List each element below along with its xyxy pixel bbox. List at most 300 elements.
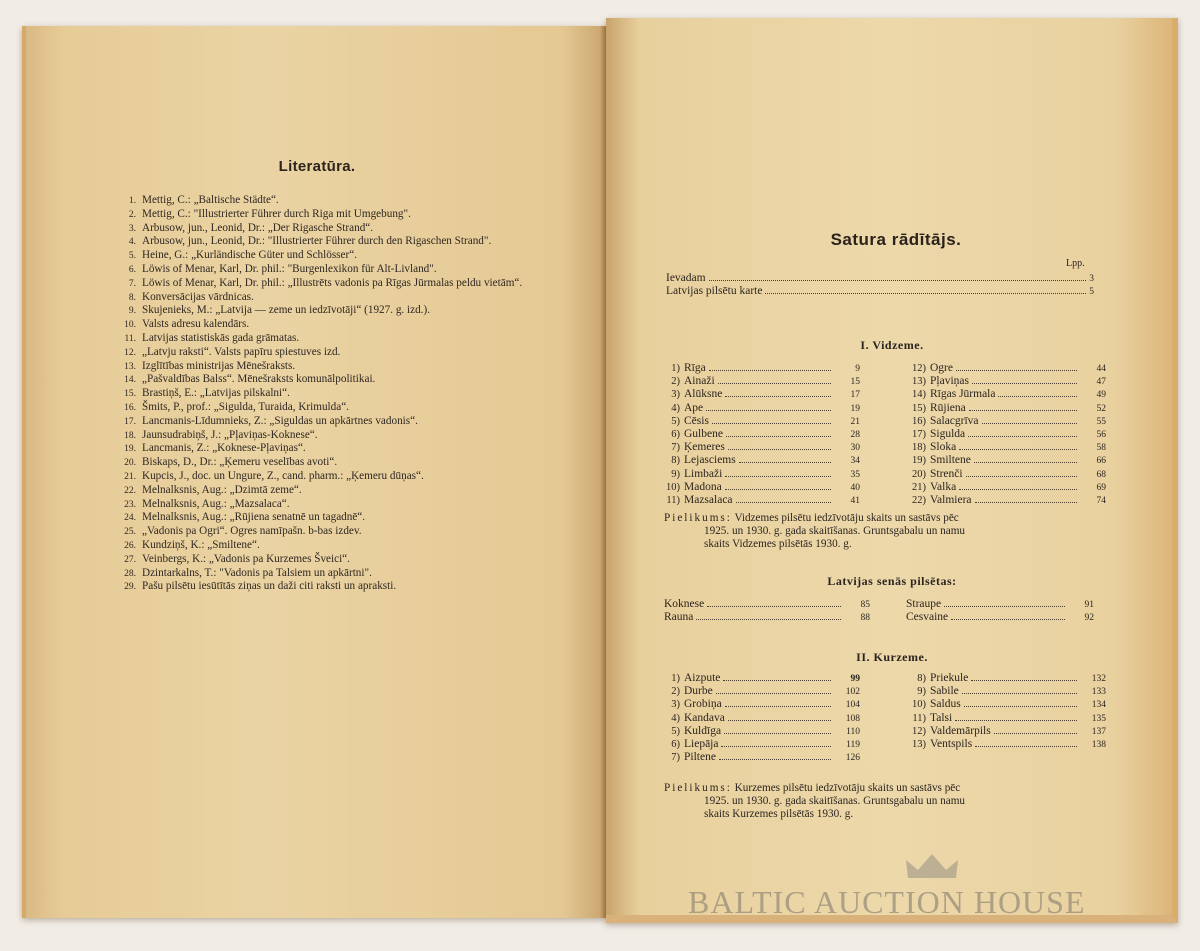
- dot-leader: [736, 494, 831, 503]
- toc-entry-label: Lejasciems: [684, 454, 736, 467]
- toc-row: [650, 481, 860, 494]
- toc-entry-page: 74: [1096, 495, 1106, 506]
- literature-item-number: 17.: [124, 416, 136, 427]
- toc-entry-page: 56: [1096, 429, 1106, 440]
- toc-entry-page: 17: [850, 390, 860, 401]
- crown-icon: [904, 852, 960, 882]
- literature-item-text: Konversācijas vārdnicas.: [142, 290, 254, 303]
- toc-entry-number: 8): [671, 455, 680, 467]
- toc-entry-number: 20): [912, 468, 926, 480]
- toc-entry-label: Ape: [684, 401, 704, 414]
- literature-item-number: 19.: [124, 444, 136, 455]
- toc-entry-label: Salacgrīva: [930, 414, 979, 427]
- dot-leader: [968, 428, 1077, 437]
- toc-row: [650, 698, 860, 711]
- literature-item-number: 12.: [124, 347, 136, 358]
- toc-entry-number: 6): [671, 738, 680, 750]
- toc-row: [650, 441, 860, 454]
- literature-item-text: Melnalksnis, Aug.: „Mazsalaca“.: [142, 497, 290, 510]
- dot-leader: [975, 738, 1077, 747]
- literature-item: [116, 401, 556, 415]
- dot-leader: [739, 454, 831, 463]
- literature-item: [116, 360, 556, 374]
- toc-entry-label: Aizpute: [684, 672, 721, 684]
- vidzeme-heading: I. Vidzeme.: [860, 338, 924, 352]
- literature-item-number: 10.: [124, 320, 136, 331]
- literature-item-number: 1.: [128, 196, 136, 206]
- literature-item-number: 21.: [124, 471, 136, 482]
- literature-item: [116, 346, 556, 360]
- literature-item-text: Arbusow, jun., Leonid, Dr.: "Illustrierter Führer durch den Rigaschen Strand".: [142, 235, 492, 248]
- literature-item-number: 29.: [124, 582, 136, 593]
- dot-leader: [994, 725, 1077, 734]
- literature-item-text: Skujenieks, M.: „Latvija — zeme un iedzīvotāji“ (1927. g. izd.).: [142, 304, 431, 317]
- toc-entry-number: 6): [671, 428, 680, 440]
- toc-entry-label: Alūksne: [684, 388, 723, 401]
- toc-entry-label: Sigulda: [930, 427, 966, 440]
- vidzeme-left-column: [650, 362, 860, 507]
- toc-row: [664, 598, 870, 611]
- toc-entry-number: 21): [912, 481, 926, 493]
- literature-item-number: 7.: [128, 278, 136, 289]
- lpp-label: Lpp.: [1066, 258, 1085, 269]
- toc-entry-page: 92: [1084, 613, 1094, 624]
- kurzeme-right-column: [896, 672, 1106, 764]
- toc-entry-label: Madona: [684, 480, 722, 493]
- toc-entry-label: Talsi: [930, 711, 953, 724]
- literature-item: [116, 470, 556, 484]
- toc-row: [650, 712, 860, 725]
- toc-row: [896, 388, 1106, 401]
- toc-row: [650, 402, 860, 415]
- toc-entry-label: Ķemeres: [684, 441, 725, 454]
- toc-entry-number: 13): [912, 376, 926, 388]
- dot-leader: [959, 481, 1077, 490]
- vidzeme-columns: [650, 362, 1106, 507]
- literature-item-text: Lancmanis, Z.: „Koknese-Pļaviņas“.: [142, 442, 306, 455]
- toc-intro: [666, 260, 1094, 298]
- toc-row: [650, 494, 860, 507]
- literature-item-text: Kupcis, J., doc. un Ungure, Z., cand. pharm.: „Ķemeru dūņas“.: [142, 469, 424, 482]
- literature-item: [116, 442, 556, 456]
- toc-entry-page: 44: [1096, 364, 1106, 374]
- toc-entry-page: 28: [850, 429, 860, 440]
- toc-entry-label: Rīgas Jūrmala: [930, 388, 996, 401]
- toc-entry-number: 4): [671, 402, 680, 414]
- toc-entry-label: Koknese: [664, 598, 705, 610]
- literature-item-text: Löwis of Menar, Karl, Dr. phil.: "Burgenlexikon für Alt-Livland".: [142, 262, 437, 275]
- kurzeme-appendix: [664, 782, 1124, 821]
- literature-item: [116, 249, 556, 263]
- literature-item-number: 18.: [124, 430, 136, 441]
- toc-entry-label: Rīga: [684, 362, 706, 374]
- literature-item-number: 9.: [128, 306, 136, 317]
- toc-entry-label: Smiltene: [930, 454, 971, 467]
- dot-leader: [956, 362, 1077, 371]
- toc-entry-label: Pļaviņas: [930, 375, 969, 388]
- old-towns-left-column: [664, 598, 870, 624]
- literature-item: [116, 318, 556, 332]
- toc-entry-page: 66: [1096, 456, 1106, 467]
- toc-row: [906, 598, 1094, 611]
- toc-entry-page: 15: [850, 377, 860, 388]
- literature-title: Literatūra.: [278, 158, 356, 175]
- toc-entry-page: 91: [1084, 600, 1094, 610]
- toc-entry-page: 30: [850, 443, 860, 454]
- dot-leader: [944, 598, 1065, 607]
- kurzeme-heading: II. Kurzeme.: [856, 650, 928, 664]
- literature-item: [116, 553, 556, 567]
- literature-item-number: 23.: [124, 499, 136, 510]
- toc-row: [650, 468, 860, 481]
- dot-leader: [718, 375, 831, 384]
- toc-entry-label: Straupe: [906, 598, 942, 610]
- kurzeme-left-column: [650, 672, 860, 764]
- toc-row: [666, 285, 1094, 298]
- dot-leader: [725, 698, 831, 707]
- toc-row: [664, 611, 870, 624]
- toc-entry-page: 85: [860, 600, 870, 610]
- literature-item-number: 28.: [124, 568, 136, 579]
- literature-item: [116, 387, 556, 401]
- toc-entry-page: 41: [850, 495, 860, 506]
- dot-leader: [726, 428, 831, 437]
- dot-leader: [765, 285, 1086, 294]
- toc-entry-page: 35: [850, 469, 860, 480]
- dot-leader: [723, 672, 831, 681]
- dot-leader: [972, 375, 1077, 384]
- literature-item-number: 26.: [124, 540, 136, 551]
- toc-entry-label: Valdemārpils: [930, 724, 991, 737]
- toc-row: [896, 454, 1106, 467]
- toc-row: [896, 468, 1106, 481]
- toc-title: Satura rādītājs.: [830, 230, 962, 249]
- literature-item-text: Mettig, C.: "Illustrierter Führer durch Riga mit Umgebung".: [142, 207, 411, 220]
- literature-item-text: Arbusow, jun., Leonid, Dr.: „Der Rigasche Strand“.: [142, 221, 374, 234]
- toc-entry-page: 137: [1091, 726, 1106, 737]
- literature-item-text: Mettig, C.: „Baltische Städte“.: [142, 194, 279, 206]
- toc-row: [896, 685, 1106, 698]
- toc-entry-number: 1): [671, 673, 680, 684]
- toc-entry-page: 132: [1091, 674, 1106, 684]
- toc-entry-page: 34: [850, 456, 860, 467]
- toc-row: [650, 428, 860, 441]
- toc-entry-number: 19): [912, 455, 926, 467]
- watermark: BALTIC AUCTION HOUSE: [688, 884, 1086, 920]
- toc-entry-number: 13): [912, 738, 926, 750]
- dot-leader: [696, 611, 841, 620]
- literature-item: [116, 332, 556, 346]
- toc-entry-label: Saldus: [930, 698, 961, 711]
- toc-entry-page: 119: [846, 739, 860, 750]
- toc-entry-number: 2): [671, 686, 680, 698]
- toc-entry-page: 68: [1096, 469, 1106, 480]
- toc-row: [906, 611, 1094, 624]
- toc-entry-number: 7): [671, 442, 680, 454]
- appendix-line: Vidzemes pilsētu iedzīvotāju skaits un sastāvs pēc: [734, 512, 959, 524]
- old-towns-heading: Latvijas senās pilsētas:: [827, 574, 957, 588]
- left-page: [22, 26, 608, 918]
- toc-entry-number: 3): [671, 389, 680, 401]
- toc-entry-number: 14): [912, 389, 926, 401]
- literature-item-number: 13.: [124, 361, 136, 372]
- dot-leader: [709, 362, 831, 371]
- kurzeme-columns: [650, 672, 1106, 764]
- literature-item: [116, 511, 556, 525]
- literature-item: [116, 429, 556, 443]
- toc-entry-page: 133: [1091, 687, 1106, 698]
- toc-entry-number: 4): [671, 712, 680, 724]
- literature-item-number: 24.: [124, 513, 136, 524]
- literature-item-text: „Latvju raksti“. Valsts papīru spiestuves izd.: [142, 345, 341, 358]
- dot-leader: [975, 494, 1077, 503]
- appendix-lead: Pielikums:: [664, 512, 732, 524]
- literature-item-text: Melnalksnis, Aug.: „Dzimtā zeme“.: [142, 483, 302, 496]
- toc-entry-page: 3: [1089, 274, 1094, 284]
- toc-entry-label: Limbaži: [684, 467, 723, 480]
- literature-item: [116, 484, 556, 498]
- toc-row: [896, 402, 1106, 415]
- toc-entry-number: 10): [666, 481, 680, 493]
- literature-item: [116, 525, 556, 539]
- toc-entry-number: 5): [671, 725, 680, 737]
- literature-item-number: 25.: [124, 527, 136, 538]
- toc-row: [896, 712, 1106, 725]
- toc-entry-number: 17): [912, 428, 926, 440]
- appendix-line: 1925. un 1930. g. gada skaitīšanas. Gruntsgabalu un namu: [704, 525, 965, 537]
- toc-entry-label: Piltene: [684, 751, 716, 764]
- toc-entry-label: Valka: [930, 480, 957, 493]
- toc-row: [896, 494, 1106, 507]
- vidzeme-right-column: [896, 362, 1106, 507]
- literature-item: [116, 291, 556, 305]
- dot-leader: [716, 685, 831, 694]
- toc-entry-label: Rūjiena: [930, 401, 966, 414]
- toc-entry-page: 21: [850, 416, 860, 427]
- literature-item-text: „Pašvaldības Balss“. Mēnešraksts komunālpolitikai.: [142, 373, 376, 386]
- toc-entry-page: 55: [1096, 416, 1106, 427]
- literature-item-number: 27.: [124, 554, 136, 565]
- old-towns-columns: [664, 598, 1094, 624]
- literature-item-text: Melnalksnis, Aug.: „Rūjiena senatnē un tagadnē“.: [142, 511, 366, 524]
- dot-leader: [982, 415, 1077, 424]
- literature-list: [116, 194, 556, 594]
- literature-item-text: Heine, G.: „Kurländische Güter und Schlösser“.: [142, 249, 357, 262]
- toc-entry-page: 138: [1091, 739, 1106, 750]
- literature-item: [116, 208, 556, 222]
- toc-entry-page: 47: [1096, 377, 1106, 388]
- dot-leader: [712, 415, 831, 424]
- dot-leader: [709, 272, 1087, 281]
- literature-item: [116, 263, 556, 277]
- literature-item-text: Biskaps, D., Dr.: „Ķemeru veselības avoti“.: [142, 456, 338, 469]
- dot-leader: [962, 685, 1077, 694]
- literature-item-number: 3.: [128, 223, 136, 234]
- toc-row: [650, 388, 860, 401]
- literature-item: [116, 456, 556, 470]
- literature-item-text: „Vadonis pa Ogri“. Ogres namīpašn. b-bas izdev.: [142, 525, 362, 538]
- dot-leader: [721, 738, 831, 747]
- toc-entry-label: Ievadam: [666, 272, 706, 284]
- toc-entry-number: 10): [912, 699, 926, 711]
- toc-entry-label: Kandava: [684, 711, 725, 724]
- literature-item-number: 14.: [124, 375, 136, 386]
- literature-item-text: Jaunsudrabiņš, J.: „Pļaviņas-Koknese“.: [142, 428, 318, 441]
- literature-item: [116, 373, 556, 387]
- appendix-line: skaits Vidzemes pilsētās 1930. g.: [704, 538, 852, 550]
- appendix-line: skaits Kurzemes pilsētās 1930. g.: [704, 808, 854, 820]
- toc-row: [650, 751, 860, 764]
- toc-row: [650, 415, 860, 428]
- toc-entry-page: 102: [845, 687, 860, 698]
- toc-row: [896, 738, 1106, 751]
- dot-leader: [951, 611, 1065, 620]
- toc-entry-label: Kuldīga: [684, 724, 722, 737]
- old-towns-right-column: [906, 598, 1094, 624]
- dot-leader: [971, 672, 1077, 681]
- toc-entry-page: 134: [1091, 700, 1106, 711]
- toc-entry-number: 12): [912, 725, 926, 737]
- literature-item-text: Valsts adresu kalendārs.: [142, 318, 250, 331]
- literature-item-text: Löwis of Menar, Karl, Dr. phil.: „Illustrēts vadonis pa Rīgas Jūrmalas peldu vietām“.: [142, 276, 523, 289]
- dot-leader: [969, 402, 1077, 411]
- dot-leader: [725, 481, 831, 490]
- literature-item-text: Brastiņš, E.: „Latvijas pilskalni“.: [142, 387, 290, 400]
- appendix-line: Kurzemes pilsētu iedzīvotāju skaits un sastāvs pēc: [734, 782, 961, 794]
- toc-row: [650, 375, 860, 388]
- dot-leader: [959, 441, 1077, 450]
- dot-leader: [725, 468, 831, 477]
- toc-row: [650, 738, 860, 751]
- toc-row: [650, 725, 860, 738]
- toc-row: [650, 454, 860, 467]
- literature-item-text: Dzintarkalns, T.: "Vadonis pa Talsiem un apkārtni".: [142, 566, 372, 579]
- toc-entry-number: 9): [917, 686, 926, 698]
- toc-row: [896, 441, 1106, 454]
- toc-row: [896, 428, 1106, 441]
- toc-entry-label: Sloka: [930, 441, 957, 454]
- toc-entry-label: Liepāja: [684, 737, 719, 750]
- toc-entry-label: Ainaži: [684, 375, 715, 388]
- literature-item-number: 6.: [128, 264, 136, 275]
- right-page: [606, 18, 1178, 923]
- toc-entry-label: Gulbene: [684, 427, 723, 440]
- toc-entry-label: Latvijas pilsētu karte: [666, 285, 763, 297]
- literature-item-number: 15.: [124, 389, 136, 400]
- toc-entry-label: Mazsalaca: [684, 493, 733, 506]
- toc-entry-number: 15): [912, 402, 926, 414]
- toc-entry-number: 11): [666, 494, 680, 506]
- toc-entry-label: Valmiera: [930, 493, 972, 506]
- toc-row: [896, 481, 1106, 494]
- vidzeme-appendix: [664, 512, 1124, 551]
- toc-row: [650, 685, 860, 698]
- toc-entry-page: 52: [1096, 403, 1106, 414]
- toc-entry-page: 69: [1096, 482, 1106, 493]
- dot-leader: [955, 712, 1077, 721]
- toc-entry-label: Priekule: [930, 672, 969, 684]
- toc-entry-number: 2): [671, 376, 680, 388]
- toc-row: [896, 415, 1106, 428]
- literature-item: [116, 194, 556, 208]
- toc-entry-number: 1): [671, 363, 680, 374]
- toc-entry-number: 7): [671, 752, 680, 764]
- toc-row: [666, 272, 1094, 285]
- literature-item-number: 20.: [124, 458, 136, 469]
- dot-leader: [724, 725, 831, 734]
- toc-row: [896, 698, 1106, 711]
- dot-leader: [974, 454, 1077, 463]
- toc-entry-number: 22): [912, 494, 926, 506]
- literature-item-number: 22.: [124, 485, 136, 496]
- toc-entry-label: Cēsis: [684, 414, 709, 427]
- toc-entry-number: 9): [671, 468, 680, 480]
- literature-item: [116, 304, 556, 318]
- dot-leader: [966, 468, 1077, 477]
- toc-entry-label: Strenči: [930, 467, 963, 480]
- literature-item: [116, 580, 556, 594]
- literature-item: [116, 539, 556, 553]
- literature-item: [116, 415, 556, 429]
- literature-item-number: 4.: [128, 237, 136, 248]
- toc-entry-number: 3): [671, 699, 680, 711]
- literature-item: [116, 567, 556, 581]
- toc-entry-page: 58: [1096, 443, 1106, 454]
- dot-leader: [998, 388, 1077, 397]
- toc-row: [650, 672, 860, 685]
- toc-entry-number: 5): [671, 415, 680, 427]
- toc-entry-page: 49: [1096, 390, 1106, 401]
- toc-entry-number: 8): [917, 673, 926, 684]
- toc-row: [896, 375, 1106, 388]
- toc-entry-label: Ogre: [930, 362, 953, 374]
- literature-item-number: 8.: [128, 292, 136, 303]
- toc-row: [896, 362, 1106, 375]
- literature-item-number: 16.: [124, 402, 136, 413]
- dot-leader: [728, 712, 831, 721]
- literature-item-number: 5.: [128, 251, 136, 262]
- dot-leader: [728, 441, 831, 450]
- toc-entry-number: 16): [912, 415, 926, 427]
- literature-item-text: Lancmanis-Līdumnieks, Z.: „Siguldas un apkārtnes vadonis“.: [142, 414, 418, 427]
- literature-item-number: 11.: [124, 333, 136, 344]
- toc-entry-page: 40: [850, 482, 860, 493]
- toc-entry-label: Rauna: [664, 611, 694, 624]
- toc-row: [896, 672, 1106, 685]
- toc-row: [896, 725, 1106, 738]
- literature-item: [116, 235, 556, 249]
- dot-leader: [725, 388, 831, 397]
- toc-entry-label: Ventspils: [930, 737, 973, 750]
- dot-leader: [706, 402, 831, 411]
- toc-entry-page: 19: [850, 403, 860, 414]
- literature-item-text: Šmits, P., prof.: „Sigulda, Turaida, Krimulda“.: [142, 400, 349, 413]
- toc-entry-page: 135: [1091, 713, 1106, 724]
- literature-item-text: Pašu pilsētu iesūtītās ziņas un daži citi raksti un apraksti.: [142, 580, 397, 593]
- toc-entry-page: 99: [850, 674, 860, 684]
- dot-leader: [707, 598, 841, 607]
- literature-item: [116, 498, 556, 512]
- toc-entry-label: Durbe: [684, 685, 713, 698]
- literature-item: [116, 277, 556, 291]
- toc-entry-page: 9: [855, 364, 860, 374]
- dot-leader: [964, 698, 1077, 707]
- toc-entry-number: 11): [912, 712, 926, 724]
- toc-entry-label: Grobiņa: [684, 698, 722, 711]
- literature-item-number: 2.: [128, 209, 136, 220]
- literature-item-text: Izglītības ministrijas Mēnešraksts.: [142, 359, 296, 372]
- toc-entry-page: 126: [845, 753, 860, 764]
